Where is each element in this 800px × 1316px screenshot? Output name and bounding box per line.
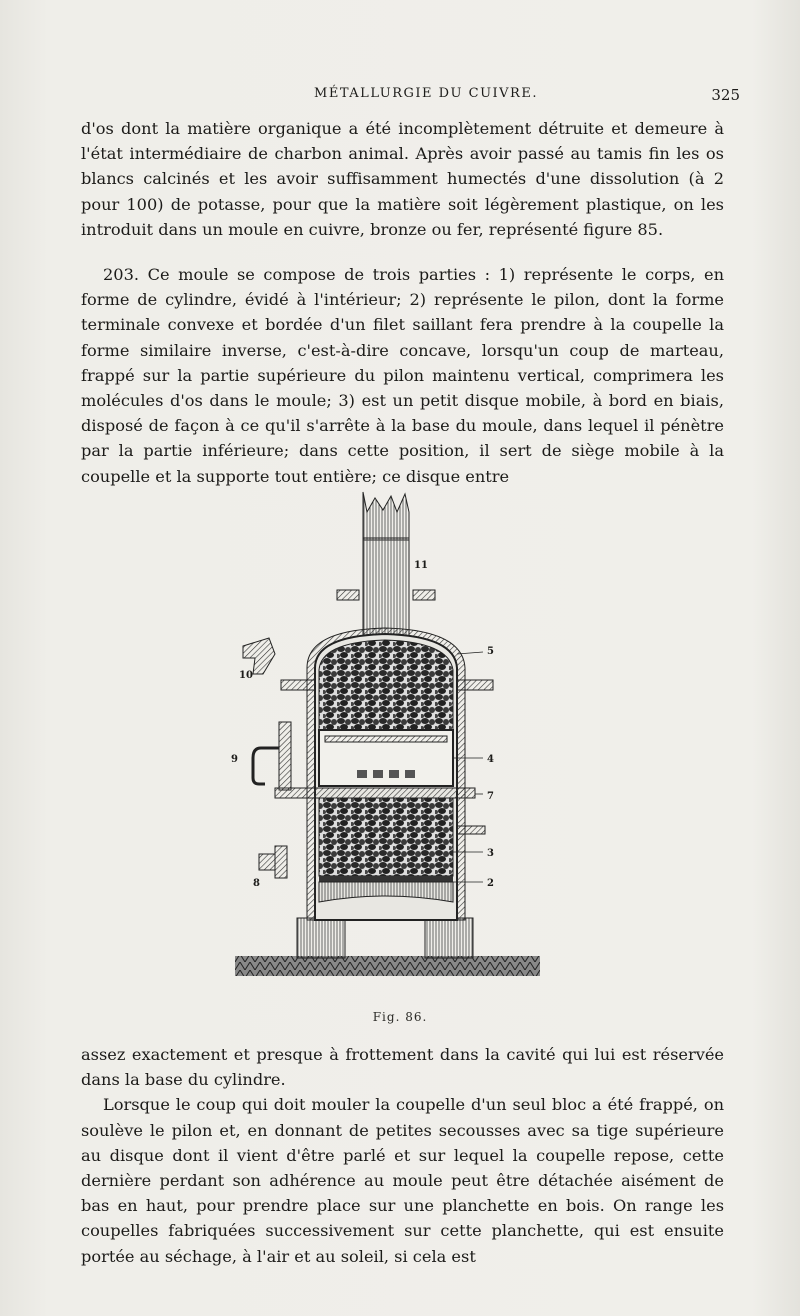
- running-title: MÉTALLURGIE DU CUIVRE.: [314, 86, 538, 101]
- muffle-door-9: [279, 722, 291, 790]
- running-header: [112, 86, 740, 108]
- muffle-handle: [253, 748, 279, 784]
- left-flange: [281, 680, 315, 690]
- ash-door-frame: [275, 846, 287, 878]
- upper-door-10: [243, 638, 275, 674]
- chimney-pipe: [363, 538, 409, 636]
- text-block-bottom: [81, 1042, 724, 1269]
- lower-coal-charge: [319, 798, 453, 876]
- grate-bracket: [457, 826, 485, 834]
- right-flange: [457, 680, 493, 690]
- label-3: 3: [487, 848, 494, 859]
- paragraph-continuation: assez exactement et presque à frottement dans la cavité qui lui est réservée dans la base du cylindre.: [81, 1045, 724, 1090]
- label-11: 11: [414, 560, 428, 571]
- label-2: 2: [487, 878, 494, 889]
- paragraph-4: Lorsque le coup qui doit mouler la coupelle d'un seul bloc a été frappé, on soulève le pilon et, en donnant de petites secousses avec sa tige supérieure au disque dont il vient d'être parlé et sur lequel la coupelle repose, cette dernière perdant son adhérence au moule peut être détachée aisément de bas en haut, pour prendre place sur une planchette en bois. On range les coupelles fabriquées successivement sur cette planchette, qui est ensuite portée au séchage, à l'air et au soleil, si cela est: [81, 1095, 724, 1266]
- upper-coal-charge: [319, 640, 453, 730]
- label-4: 4: [487, 754, 494, 765]
- page-number: 325: [711, 86, 740, 104]
- label-5: 5: [487, 646, 494, 657]
- figure-caption: Fig. 86.: [372, 1010, 428, 1024]
- paragraph-1: d'os dont la matière organique a été incomplètement détruite et demeure à l'état intermédiaire de charbon animal. Après avoir passé au tamis fin les os blancs calcinés et les avoir suffisamment humectés d'une dissolution (à 2 pour 100) de potasse, pour que la matière soit légèrement plastique, on les introduit dans un moule en cuivre, bronze ou fer, représenté figure 85.: [81, 119, 724, 239]
- label-8: 8: [253, 878, 260, 889]
- label-7: 7: [487, 791, 494, 802]
- grate: [319, 876, 453, 882]
- right-leg: [425, 918, 473, 958]
- chimney-collar-right: [413, 590, 435, 600]
- chimney-collar-left: [337, 590, 359, 600]
- label-9: 9: [231, 754, 238, 765]
- label-10: 10: [239, 670, 253, 681]
- furnace-illustration: [225, 490, 565, 990]
- ground-strip: [235, 956, 540, 976]
- text-block-top: [81, 116, 724, 242]
- furnace-figure: [225, 490, 565, 990]
- chimney-top: [363, 492, 409, 540]
- left-leg: [297, 918, 345, 958]
- paragraph-203: 203. Ce moule se compose de trois parties : 1) représente le corps, en forme de cylindre, évidé à l'intérieur; 2) représente le pilon, dont la forme terminale convexe et bordée d'un filet saillant fera prendre à la coupelle la forme similaire inverse, c'est-à-dire concave, lorsqu'un coup de marteau, frappé sur la partie supérieure du pilon maintenu vertical, comprimera les molécules d'os dans le moule; 3) est un petit disque mobile, à bord en biais, disposé de façon à ce qu'il s'arrête à la base du moule, dans lequel il pénètre par la partie inférieure; dans cette position, il sert de siège mobile à la coupelle et la supporte tout entière; ce disque entre: [81, 265, 724, 486]
- text-block-mold: [81, 262, 724, 489]
- muffle-shelf: [275, 788, 475, 798]
- ash-door-8: [259, 854, 275, 870]
- muffle-roof: [325, 736, 447, 742]
